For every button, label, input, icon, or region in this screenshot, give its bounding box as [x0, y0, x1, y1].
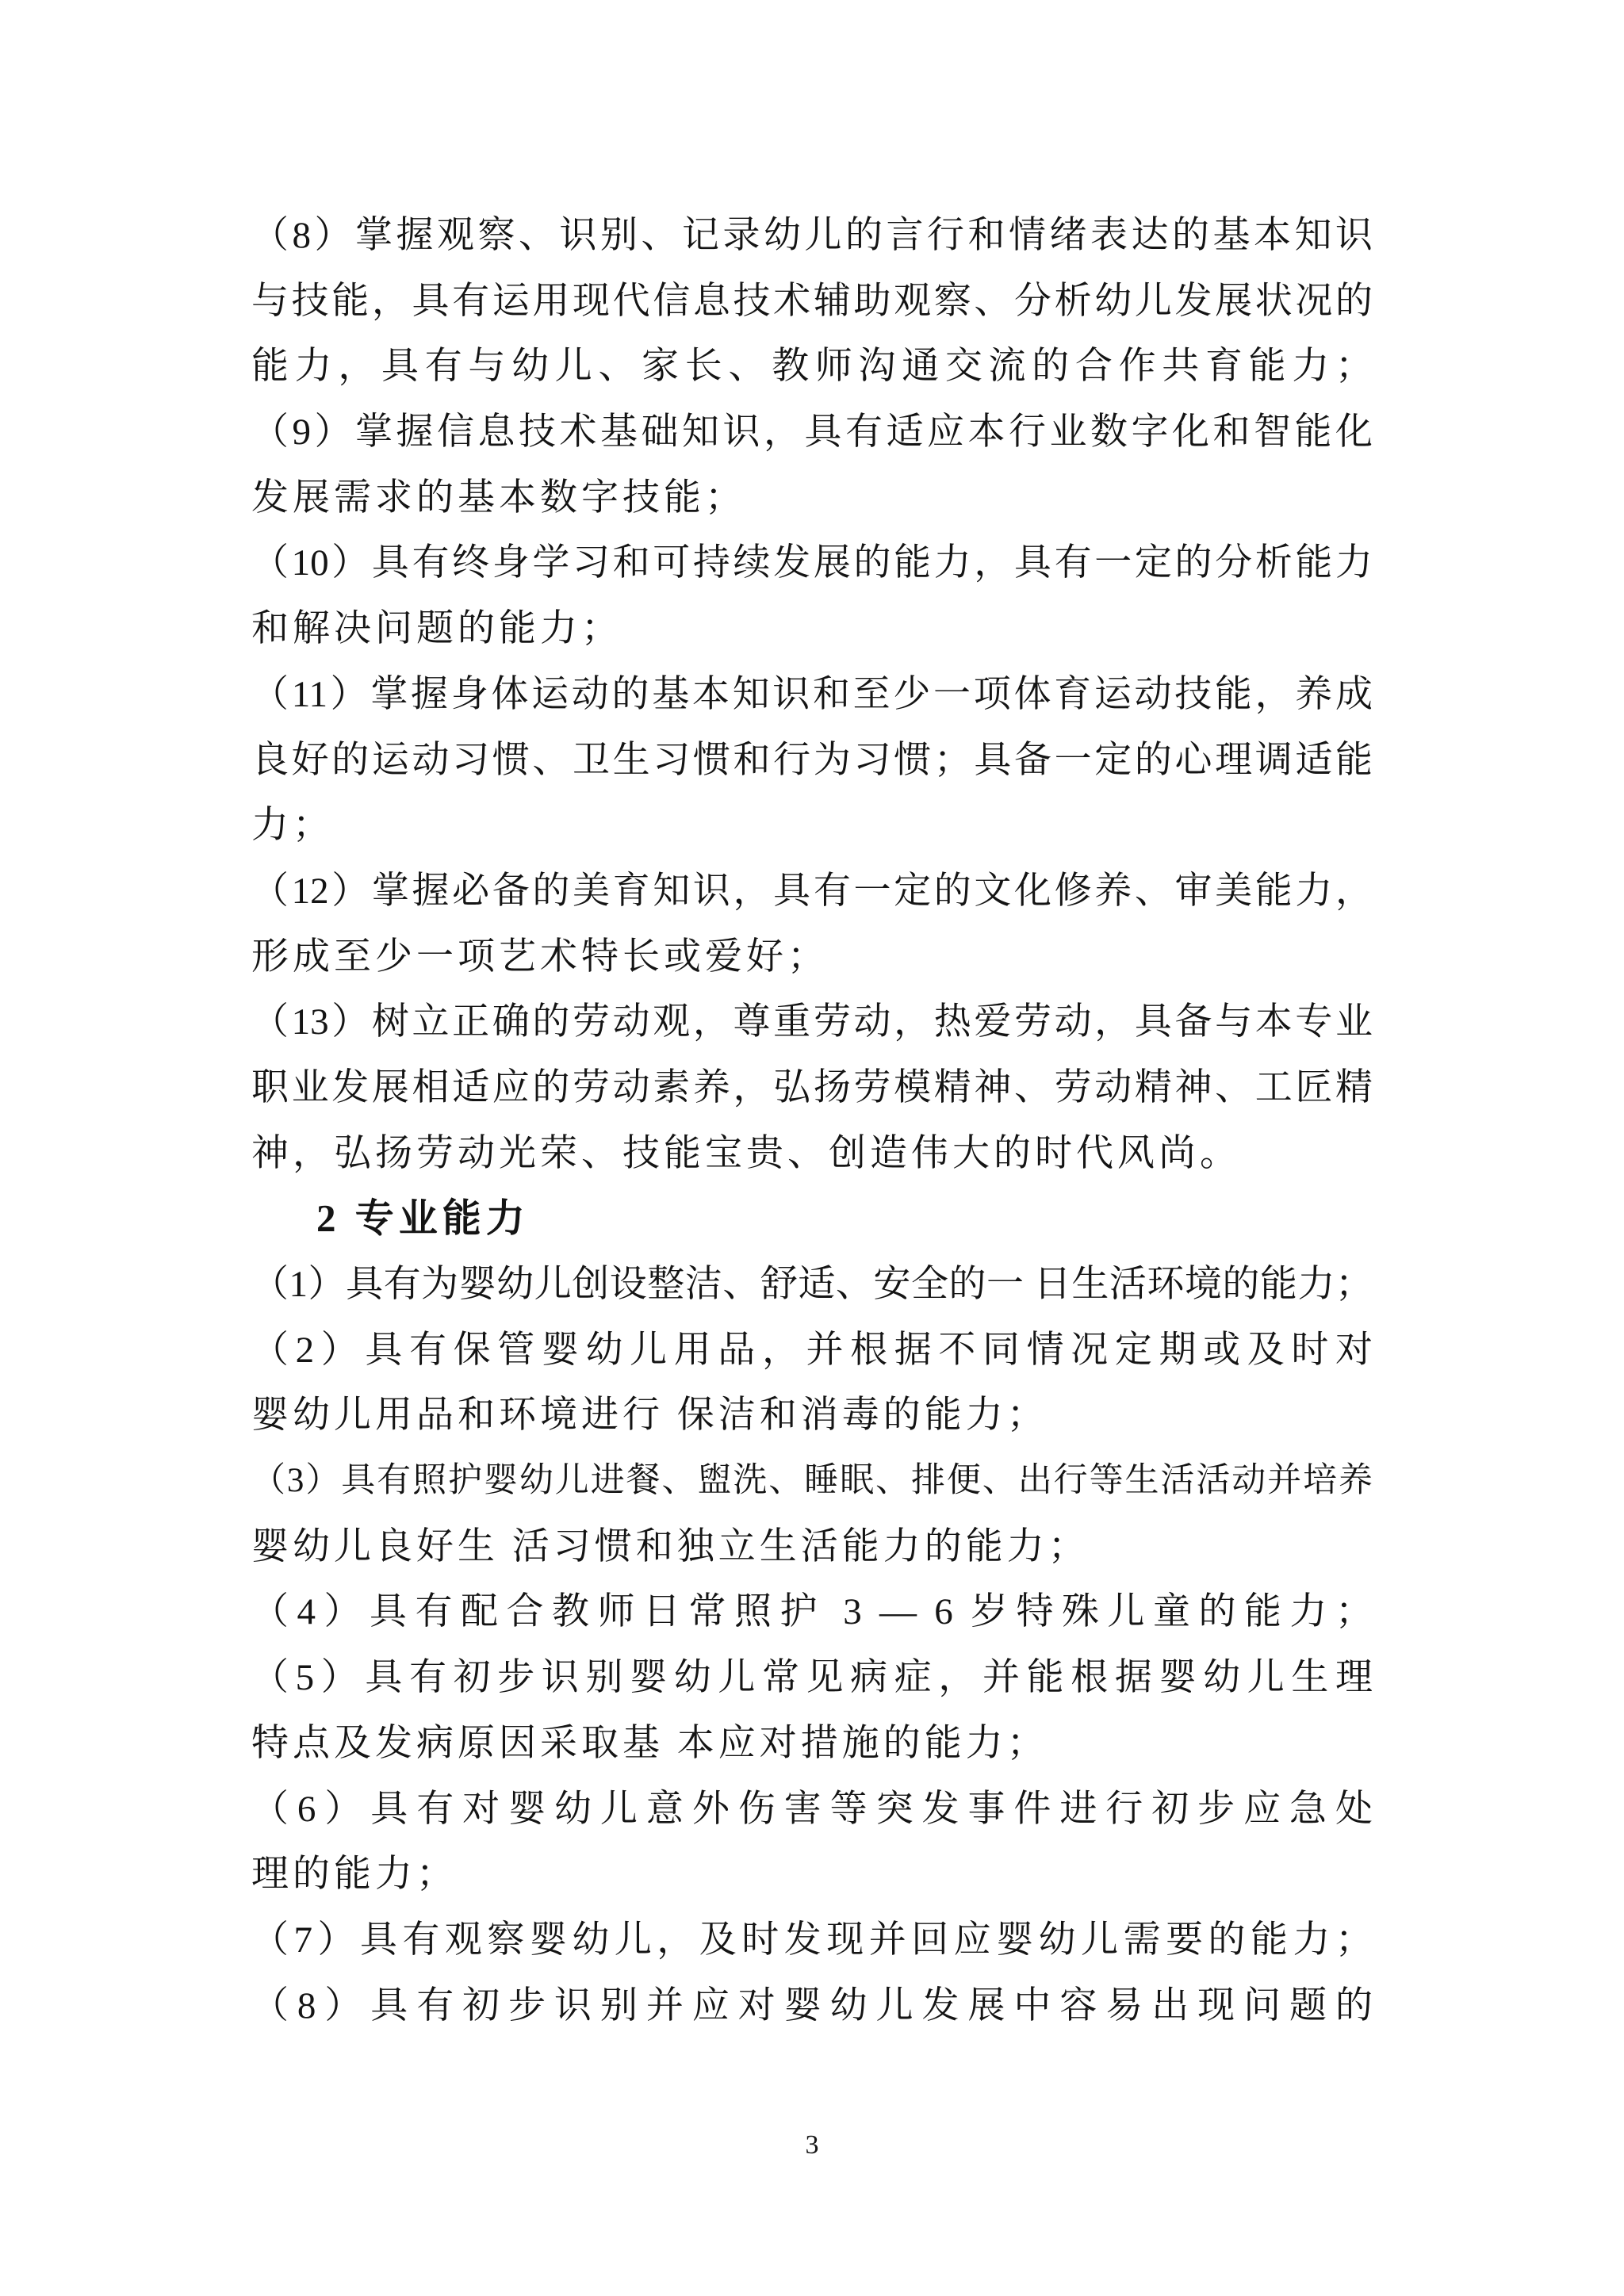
text-line: （2）具有保管婴幼儿用品，并根据不同情况定期或及时对: [251, 1329, 1373, 1371]
text-line: （13）树立正确的劳动观，尊重劳动，热爱劳动，具备与本专业: [251, 1001, 1373, 1043]
text-line: （1）具有为婴幼儿创设整洁、舒适、安全的一 日生活环境的能力；: [251, 1264, 1373, 1305]
text-line: （11）掌握身体运动的基本知识和至少一项体育运动技能，养成: [251, 673, 1373, 715]
text-line: 发展需求的基本数字技能；: [251, 476, 746, 519]
page-number: 3: [805, 2130, 819, 2160]
text-line: （8）掌握观察、识别、记录幼儿的言行和情绪表达的基本知识: [251, 215, 1373, 256]
text-line: 理的能力；: [251, 1854, 458, 1896]
text-line: （7）具有观察婴幼儿，及时发现并回应婴幼儿需要的能力；: [251, 1919, 1373, 1961]
section-heading: 2 专业能力: [316, 1196, 530, 1241]
text-line: （9）掌握信息技术基础知识，具有适应本行业数字化和智能化: [251, 411, 1373, 453]
text-line: （5）具有初步识别婴幼儿常见病症，并能根据婴幼儿生理: [251, 1657, 1373, 1699]
text-line: （8）具有初步识别并应对婴幼儿发展中容易出现问题的: [251, 1984, 1373, 2026]
document-body: [251, 203, 1373, 2038]
text-line: 良好的运动习惯、卫生习惯和行为习惯；具备一定的心理调适能: [251, 739, 1373, 781]
text-line: （3）具有照护婴幼儿进餐、盥洗、睡眠、排便、出行等生活活动并培养: [251, 1462, 1373, 1500]
text-line: 力；: [251, 805, 334, 847]
text-line: 能力，具有与幼儿、家长、教师沟通交流的合作共育能力；: [251, 346, 1373, 388]
text-line: （12）掌握必备的美育知识，具有一定的文化修养、审美能力，: [251, 870, 1373, 912]
text-line: 婴幼儿用品和环境进行 保洁和消毒的能力；: [251, 1395, 1048, 1437]
text-line: 特点及发病原因采取基 本应对措施的能力；: [251, 1722, 1048, 1764]
text-line: （6）具有对婴幼儿意外伤害等突发事件进行初步应急处: [251, 1788, 1373, 1830]
text-line: 神，弘扬劳动光荣、技能宝贵、创造伟大的时代风尚。: [251, 1132, 1241, 1174]
text-line: 与技能，具有运用现代信息技术辅助观察、分析幼儿发展状况的: [251, 280, 1373, 322]
text-line: （10）具有终身学习和可持续发展的能力，具有一定的分析能力: [251, 542, 1373, 584]
text-line: （4）具有配合教师日常照护 3 — 6 岁特殊儿童的能力；: [251, 1591, 1373, 1633]
text-line: 形成至少一项艺术特长或爱好；: [251, 936, 829, 978]
text-line: 婴幼儿良好生 活习惯和独立生活能力的能力；: [251, 1525, 1090, 1567]
text-line: 和解决问题的能力；: [251, 608, 622, 650]
text-line: 职业发展相适应的劳动素养，弘扬劳模精神、劳动精神、工匠精: [251, 1066, 1373, 1108]
